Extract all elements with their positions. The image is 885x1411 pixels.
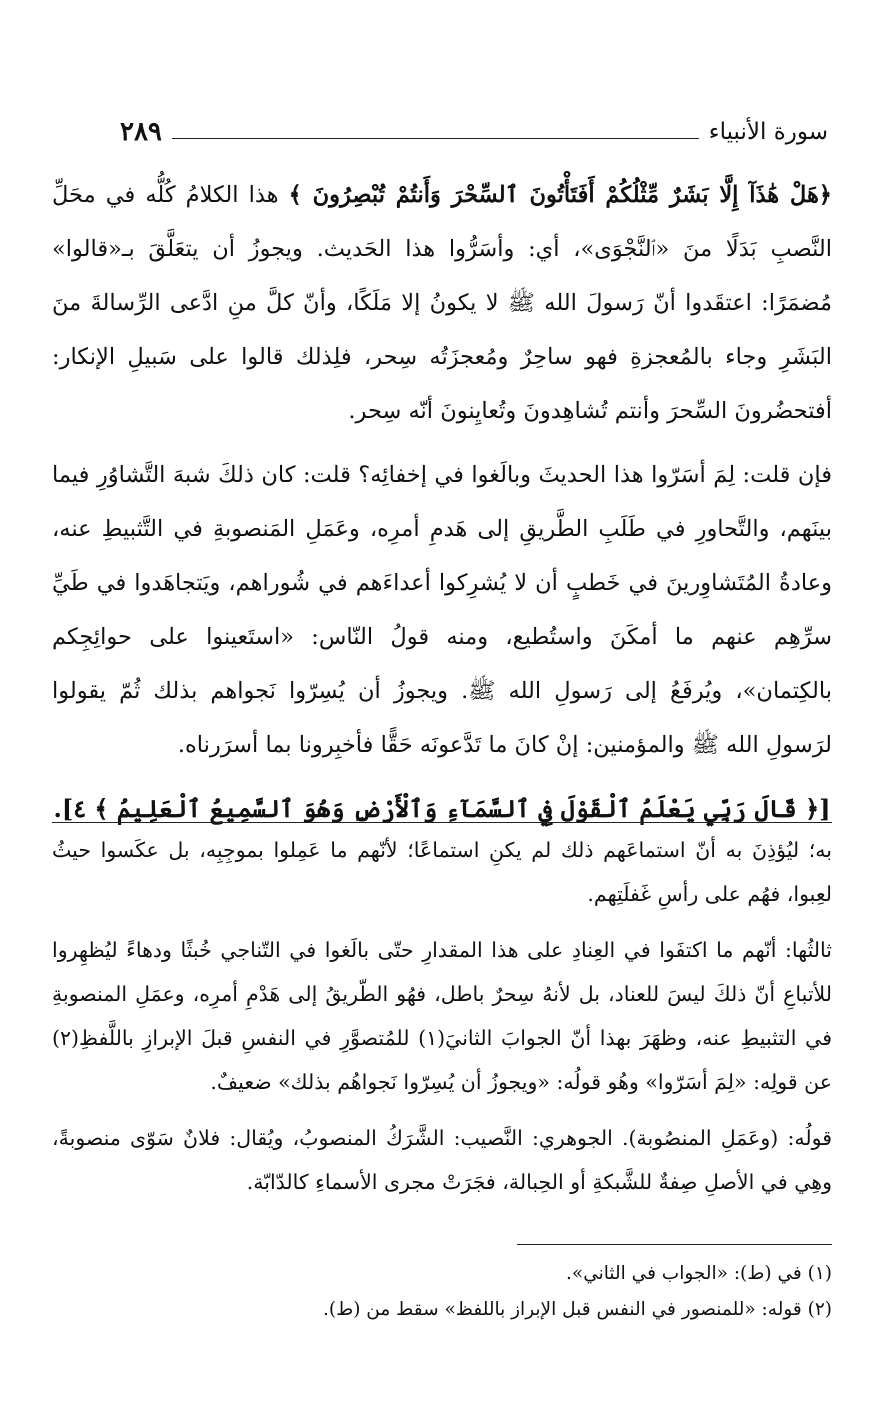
footnote-1: (١) في (ط): «الجواب في الثاني». xyxy=(566,1263,832,1284)
paragraph-1-text: هذا الكلامُ كُلُّه في محَلِّ النَّصبِ بَدَلًا منَ «ٱلنَّجْوَى»، أي: وأسَرُّوا هذا الحَديث. ويجوزُ أن يتعَلَّقَ بـ«قالوا» مُضمَرًا: اعتقَدوا أنّ رَسولَ الله ﷺ لا يكونُ إلا مَلَكًا، وأنّ كلَّ منِ ادَّعى الرِّسالةَ منَ البَشَرِ وجاء بالمُعجزةِ فهو ساحِرٌ ومُعجزَتُه سِحر، فلِذلك قالوا على سَبيلِ الإنكار: أفتحضُرونَ السِّحرَ وأنتم تُشاهِدونَ وتُعايِنونَ أنّه سِحر. xyxy=(52,182,832,424)
surah-title: سورة الأنبياء xyxy=(708,119,828,145)
commentary-paragraph-1: به؛ ليُؤذِنَ به أنّ استماعَهم ذلك لم يكنِ استماعًا؛ لأنّهم ما عَمِلوا بموجِبِه، بل عكَسوا حيثُ لعِبوا، فهُم على رأسِ غَفلَتِهم. xyxy=(52,838,832,906)
footnote-rule xyxy=(517,1244,832,1245)
commentary-section xyxy=(52,828,832,1204)
commentary-paragraph-3: قولُه: (وعَمَلِ المنصُوبة). الجوهري: النَّصيب: الشَّرَكُ المنصوبُ، ويُقال: فلانٌ سَوّى منصوبةً، وهِي في الأصلِ صِفةٌ للشَّبكةِ أو الحِبالة، فجَرَتْ مجرى الأسماءِ كالدّابّة. xyxy=(52,1126,832,1194)
page-number: ٢٨٩ xyxy=(120,117,162,147)
quran-quote: ﴿هَلْ هَٰذَآ إِلَّا بَشَرٌ مِّثْلُكُمْ أَفَتَأْتُونَ ٱلسِّحْرَ وَأَنتُمْ تُبْصِرُونَ ﴾ xyxy=(288,182,832,208)
footnote-2: (٢) قوله: «للمنصور في النفس قبل الإبراز باللفظ» سقط من (ط). xyxy=(322,1299,832,1320)
paragraph-1 xyxy=(52,168,832,438)
commentary-paragraph-2: ثالثُها: أنّهم ما اكتفَوا في العِنادِ على هذا المقدارِ حتّى بالَغوا في التّناجي خُبثًا ودهاءً ليُظهِروا للأتباعِ أنّ ذلكَ ليسَ للعناد، بل لأنهُ سِحرٌ باطل، فهُو الطّريقُ إلى هَدْمِ أمرِه، وعمَلِ المنصوبةِ في التثبيطِ عنه، وظهَرَ بهذا أنّ الجوابَ الثانيَ(١) للمُتصوَّرِ في النفسِ قبلَ الإبرازِ باللَّفظِ(٢) عن قولِه: «لِمَ أسَرّوا» وهُو قولُه: «ويجوزُ أن يُسِرّوا نَجواهُم بذلك» ضعيفٌ. xyxy=(52,938,832,1094)
verse-line: [﴿ قَالَ رَبِّي يَعْلَمُ ٱلْقَوْلَ فِي ٱلسَّمَآءِ وَٱلْأَرْضِ وَهُوَ ٱلسَّمِيعُ ٱلْعَلِيمُ ﴾ ٤]. xyxy=(53,794,831,823)
header-rule xyxy=(172,138,699,139)
main-text xyxy=(52,168,832,846)
commentary-divider xyxy=(52,822,832,823)
footnotes xyxy=(52,1256,832,1328)
paragraph-2: فإن قلت: لِمَ أسَرّوا هذا الحديثَ وبالَغوا في إخفائِه؟ قلت: كان ذلكَ شبهَ التَّشاوُرِ فيما بينَهم، والتَّحاورِ في طَلَبِ الطَّريقِ إلى هَدمِ أمرِه، وعَمَلِ المَنصوبةِ في التَّثبيطِ عنه، وعادةُ المُتَشاوِرينَ في خَطبٍ أن لا يُشرِكوا أعداءَهم في شُوراهم، ويَتجاهَدوا في طَيِّ سرِّهِم عنهم ما أمكَنَ واستُطيع، ومنه قولُ النّاس: «استَعينوا على حوائِجِكم بالكِتمان»، ويُرفَعُ إلى رَسولِ الله ﷺ. ويجوزُ أن يُسِرّوا نَجواهم بذلك ثُمّ يقولوا لرَسولِ الله ﷺ والمؤمنين: إنْ كانَ ما تَدَّعونَه حَقًّا فأخبِرونا بما أسرَرناه. xyxy=(52,462,832,758)
page-header xyxy=(120,112,828,152)
